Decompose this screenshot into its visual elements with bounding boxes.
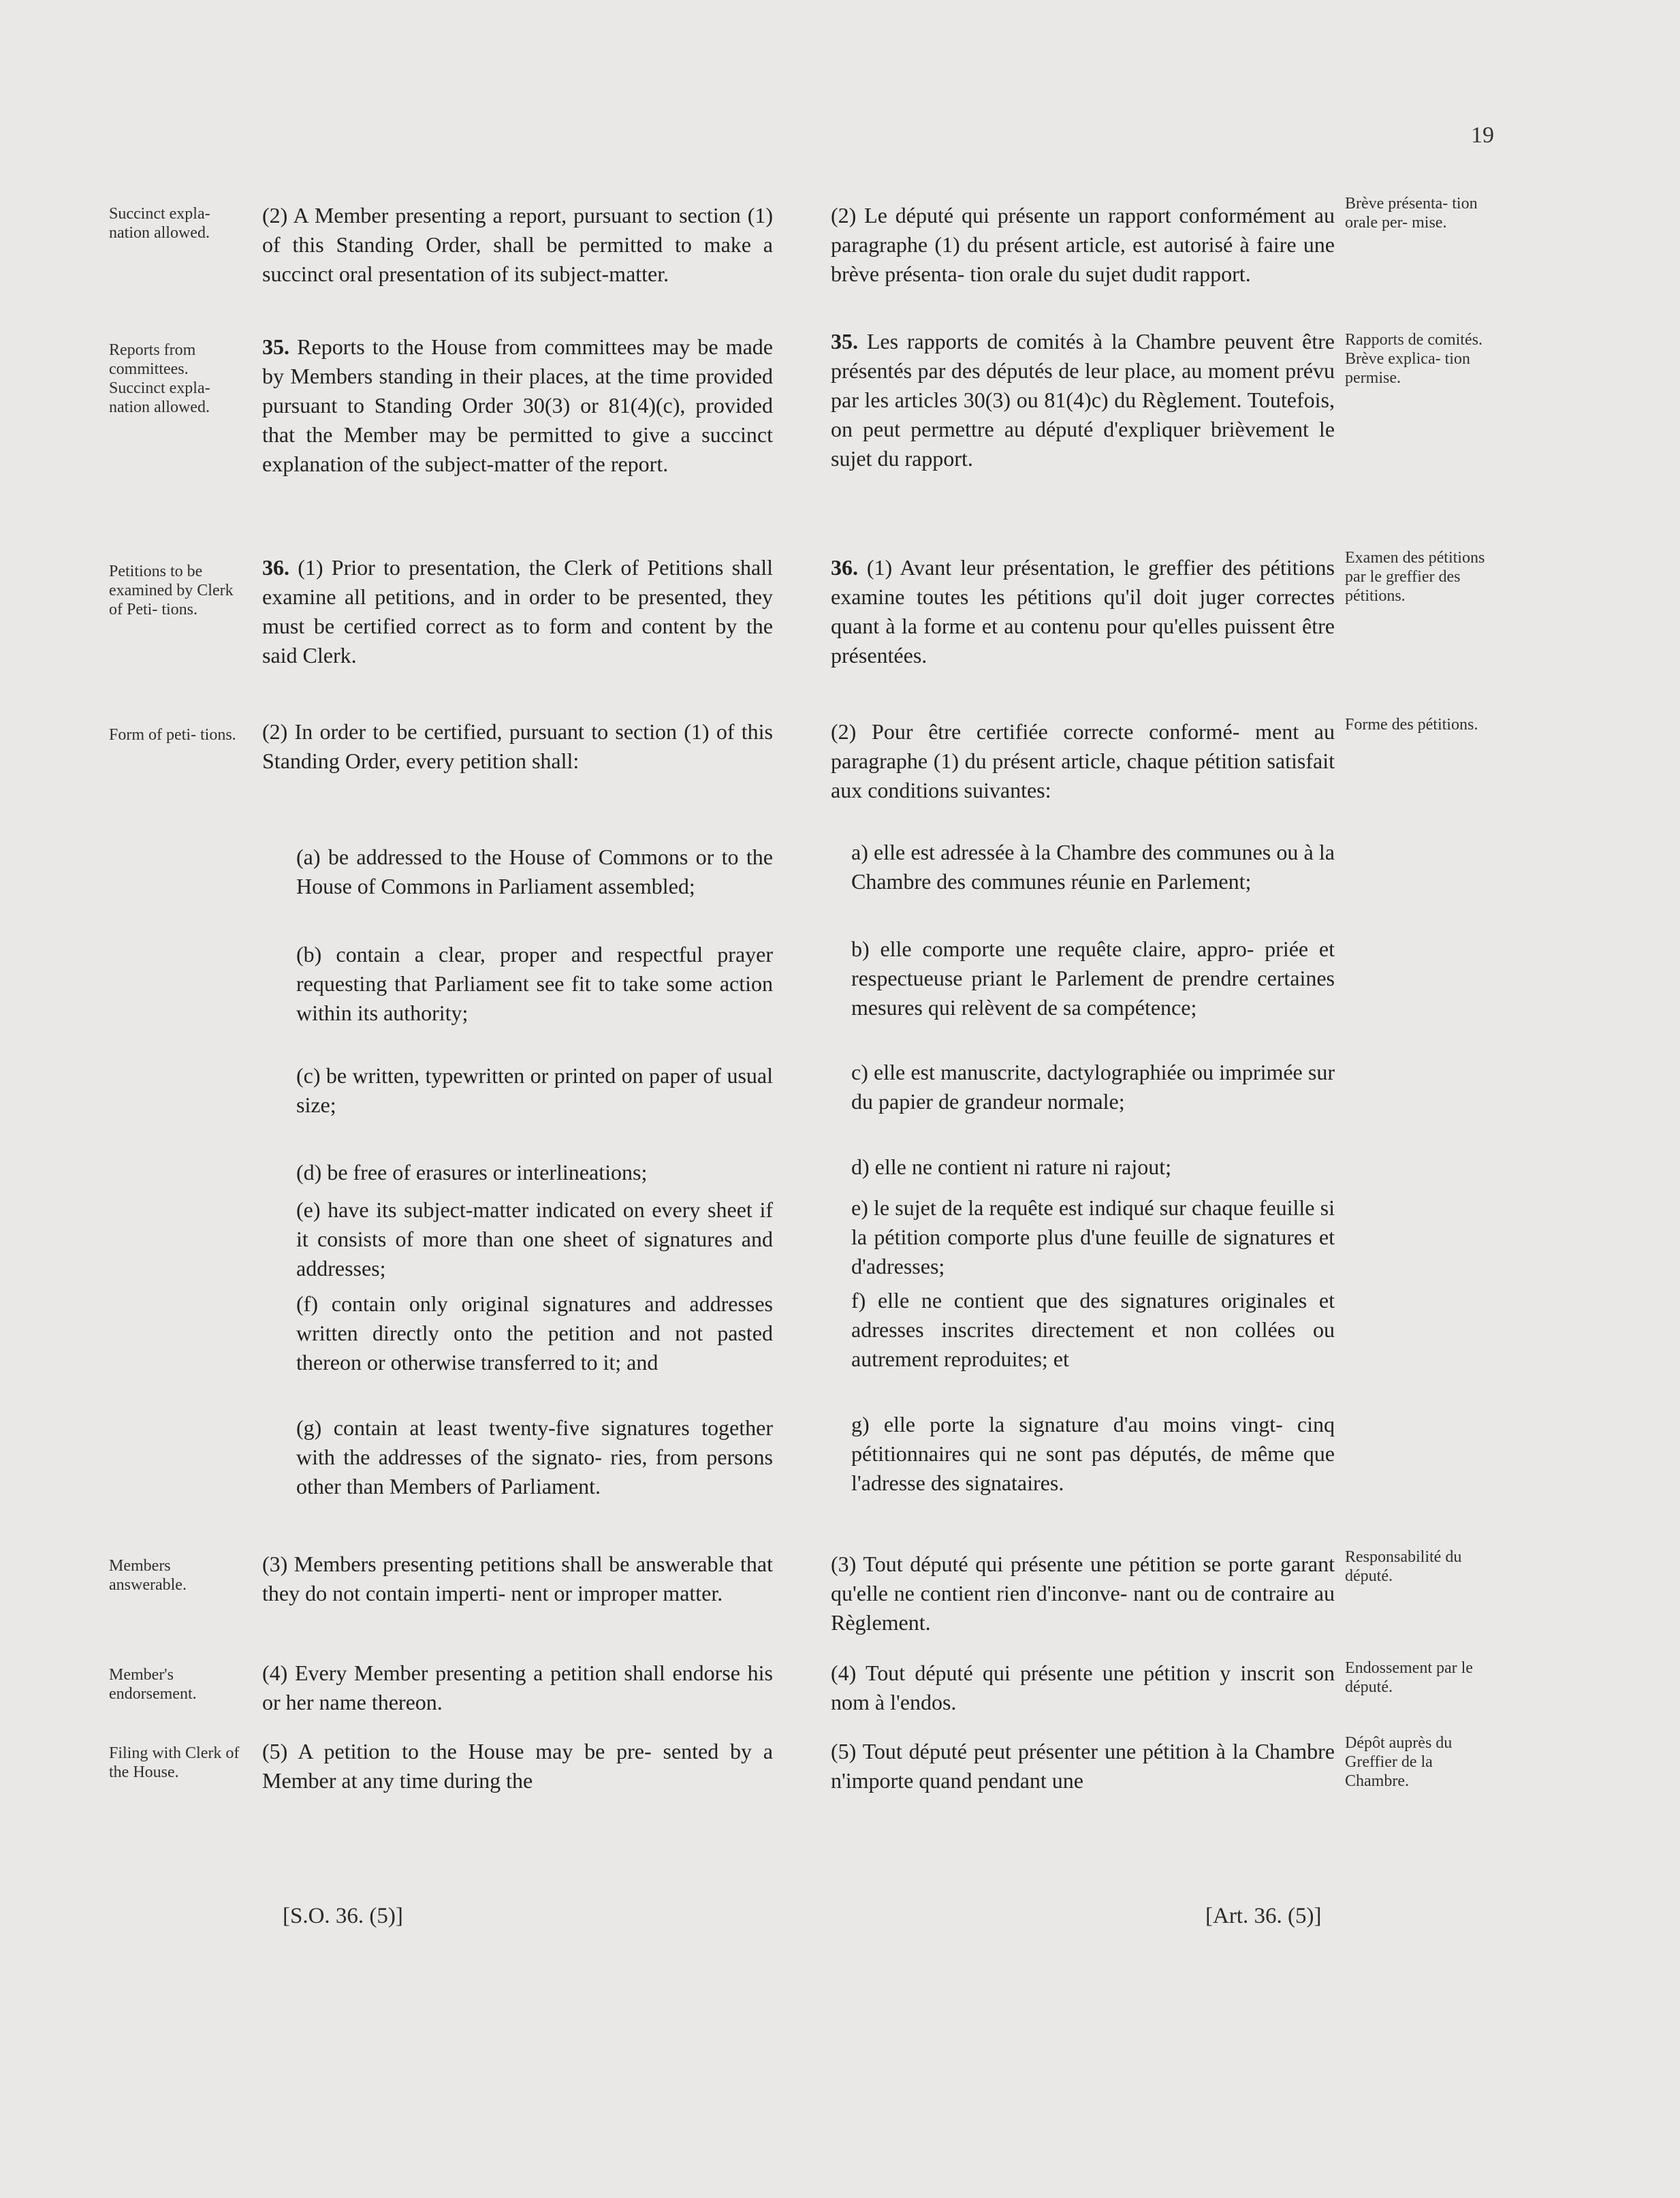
sidenote-fr-forme: Forme des pétitions. [1345,716,1478,734]
fr-36-number: 36. [831,555,858,580]
en-item-b: (b) contain a clear, proper and respectful prayer requesting that Parliament see fit to take some action within its authority; [296,942,773,1025]
sidenote-fr-breve: Brève présenta- tion orale per- mise. [1345,195,1478,232]
en-35-number: 35. [262,334,289,359]
fr-34-2: (2) Le député qui présente un rapport conformément au paragraphe (1) du présent article, est autorisé à faire une brève présenta- tion orale du sujet dudit rapport. [831,203,1335,286]
sidenote-en-petitions-examined: Petitions to be examined by Clerk of Peti- tions. [109,563,234,618]
sidenote-fr-responsabilite: Responsabilité du député. [1345,1548,1462,1585]
sidenote-fr-rapports: Rapports de comités. Brève explica- tion permise. [1345,331,1483,387]
fr-36-1-text: (1) Avant leur présentation, le greffier des pétitions examine toutes les pétitions qu'il doit juger correctes quant à la forme et au contenu pour qu'elles puissent être présentées. [831,555,1335,668]
en-36-3: (3) Members presenting petitions shall be answerable that they do not contain imperti- nent or improper matter. [262,1552,773,1605]
fr-item-c: c) elle est manuscrite, dactylographiée ou imprimée sur du papier de grandeur normale; [851,1060,1335,1114]
fr-35 [831,327,1335,473]
en-36-1 [262,553,773,670]
page-number: 19 [1471,123,1494,148]
en-36-4: (4) Every Member presenting a petition shall endorse his or her name thereon. [262,1661,773,1714]
fr-item-a: a) elle est adressée à la Chambre des communes ou à la Chambre des communes réunie en Parlement; [851,840,1335,894]
sidenote-en-reports: Reports from committees. Succinct expla- nation allowed. [109,341,210,416]
en-item-a: (a) be addressed to the House of Commons or to the House of Commons in Parliament assembled; [296,845,773,898]
sidenote-fr-endossement: Endossement par le député. [1345,1659,1473,1696]
sidenote-fr-examen: Examen des pétitions par le greffier des pétitions. [1345,549,1485,605]
sidenote-en-filing: Filing with Clerk of the House. [109,1744,240,1781]
fr-36-1 [831,553,1335,670]
en-item-d: (d) be free of erasures or interlineations; [296,1160,648,1184]
en-36-2: (2) In order to be certified, pursuant to section (1) of this Standing Order, every petition shall: [262,719,773,773]
en-item-f: (f) contain only original signatures and addresses written directly onto the petition and not pasted thereon or otherwise transferred to it; and [296,1291,773,1375]
fr-item-f: f) elle ne contient que des signatures originales et adresses inscrites directement et non collées ou autrement reproduites; et [851,1288,1335,1371]
en-36-1-text: (1) Prior to presentation, the Clerk of Petitions shall examine all petitions, and in order to be presented, they must be certified correct as to form and content by the said Clerk. [262,555,773,668]
fr-35-number: 35. [831,329,858,354]
footer-fr: [Art. 36. (5)] [1205,1904,1322,1928]
footer-en: [S.O. 36. (5)] [283,1904,403,1928]
sidenote-en-endorsement: Member's endorsement. [109,1666,197,1703]
en-item-g: (g) contain at least twenty-five signatures together with the addresses of the signato- ries, from persons other than Members of Parliament. [296,1415,773,1498]
sidenote-fr-depot: Dépôt auprès du Greffier de la Chambre. [1345,1734,1453,1790]
en-36-5: (5) A petition to the House may be pre- sented by a Member at any time during the [262,1739,773,1793]
en-item-e: (e) have its subject-matter indicated on every sheet if it consists of more than one sheet of signatures and addresses; [296,1197,773,1281]
fr-item-g: g) elle porte la signature d'au moins vingt- cinq pétitionnaires qui ne sont pas députés, de même que l'adresse des signataires. [851,1412,1335,1495]
fr-item-e: e) le sujet de la requête est indiqué sur chaque feuille si la pétition comporte plus d'une feuille de signatures et d'adresses; [851,1195,1335,1278]
fr-item-d: d) elle ne contient ni rature ni rajout; [851,1155,1172,1179]
en-35 [262,332,773,479]
en-34-2: (2) A Member presenting a report, pursuant to section (1) of this Standing Order, shall be permitted to make a succinct oral presentation of its subject-matter. [262,203,773,286]
fr-36-3: (3) Tout député qui présente une pétition se porte garant qu'elle ne contient rien d'inconve- nant ou de contraire au Règlement. [831,1552,1335,1635]
en-35-text: Reports to the House from committees may be made by Members standing in their places, at the time provided pursuant to Standing Order 30(3) or 81(4)(c), provided that the Member may be permitted to give a succinct explanation of the subject-matter of the report. [262,334,773,476]
fr-36-4: (4) Tout député qui présente une pétition y inscrit son nom à l'endos. [831,1661,1335,1714]
sidenote-en-succinct: Succinct expla- nation allowed. [109,205,210,242]
fr-item-b: b) elle comporte une requête claire, appro- priée et respectueuse priant le Parlement de prendre certaines mesures qui relèvent de sa compétence; [851,937,1335,1020]
sidenote-en-answerable: Members answerable. [109,1557,187,1594]
en-item-c: (c) be written, typewritten or printed on paper of usual size; [296,1063,773,1117]
en-36-number: 36. [262,555,289,580]
fr-36-5: (5) Tout député peut présenter une pétition à la Chambre n'importe quand pendant une [831,1739,1335,1793]
fr-36-2: (2) Pour être certifiée correcte conformé- ment au paragraphe (1) du présent article, chaque pétition satisfait aux conditions suivantes: [831,719,1335,802]
sidenote-en-form: Form of peti- tions. [109,726,236,744]
fr-35-text: Les rapports de comités à la Chambre peuvent être présentés par des députés de leur place, au moment prévu par les articles 30(3) ou 81(4)c) du Règlement. Toutefois, on peut permettre au député d'expliquer brièvement le sujet du rapport. [831,329,1335,471]
